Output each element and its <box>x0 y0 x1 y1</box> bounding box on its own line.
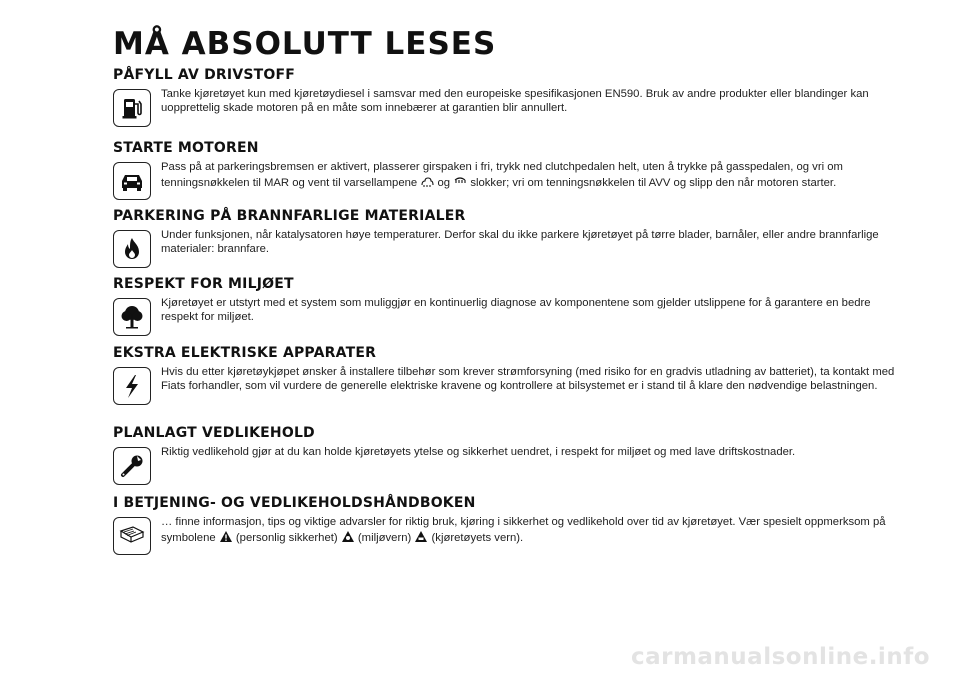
section-environment <box>113 276 903 336</box>
text-part: og <box>437 176 451 189</box>
warning-triangle-icon <box>219 530 233 543</box>
section-text: Kjøretøyet er utstyrt med et system som muliggjør en kontinuerlig diagnose av komponentene som gjelder utslippene for å garantere en bedre respekt for miljøet. <box>161 297 871 323</box>
section-handbook <box>113 495 903 555</box>
section-text <box>161 516 903 545</box>
section-maintenance <box>113 425 903 485</box>
car-icon <box>113 162 151 200</box>
text-part: (miljøvern) <box>357 531 412 544</box>
section-heading: I BETJENING- OG VEDLIKEHOLDSHÅNDBOKEN <box>113 495 476 511</box>
section-heading: RESPEKT FOR MILJØET <box>113 276 294 292</box>
engine-warning-icon <box>453 175 467 188</box>
wrench-icon <box>113 447 151 485</box>
section-heading: STARTE MOTOREN <box>113 140 259 156</box>
page-title: MÅ ABSOLUTT LESES <box>113 26 497 62</box>
vehicle-triangle-icon <box>414 530 428 543</box>
section-text: Tanke kjøretøyet kun med kjøretøydiesel i samsvar med den europeiske spesifikasjonen EN590. Bruk av andre produkter eller blandinger kan uopprettelig skade motoren på en måte som innebærer at garantien blir annullert. <box>161 88 869 114</box>
section-heading: PLANLAGT VEDLIKEHOLD <box>113 425 315 441</box>
text-part: (kjøretøyets vern). <box>431 531 524 544</box>
text-part: (personlig sikkerhet) <box>235 531 338 544</box>
section-start-engine <box>113 140 903 200</box>
section-electrical <box>113 345 903 405</box>
environment-triangle-icon <box>341 530 355 543</box>
section-fuel <box>113 67 903 127</box>
section-text <box>161 161 903 190</box>
book-icon <box>113 517 151 555</box>
section-heading: PARKERING PÅ BRANNFARLIGE MATERIALER <box>113 208 466 224</box>
lightning-icon <box>113 367 151 405</box>
section-parking <box>113 208 903 268</box>
section-text: Under funksjonen, når katalysatoren høye temperaturer. Derfor skal du ikke parkere kjøretøyet på tørre blader, barnåler, eller andre brannfarlige materialer: brannfare. <box>161 229 879 255</box>
flame-icon <box>113 230 151 268</box>
text-part: Pass på at parkeringsbremsen er aktivert, plasserer girspaken i fri, trykk ned clutchpedalen helt, uten å trykke på gasspedalen, og vri om tenningsnøkkelen til MAR og vent til varsellampene <box>161 161 843 189</box>
watermark: carmanualsonline.info <box>630 644 930 670</box>
section-heading: EKSTRA ELEKTRISKE APPARATER <box>113 345 377 361</box>
glow-plug-warning-icon <box>420 175 434 188</box>
fuel-pump-icon <box>113 89 151 127</box>
text-part: … finne informasjon, tips og viktige advarsler for riktig bruk, kjøring i sikkerhet og vedlikehold over tid av kjøretøyet. Vær spesielt oppmerksom på symbolene <box>161 516 886 544</box>
section-text: Hvis du etter kjøretøykjøpet ønsker å installere tilbehør som krever strømforsyning (med risiko for en gradvis utladning av batteriet), ta kontakt med Fiats forhandler, som vil vurdere de generelle elektriske kravene og kontrollere at bilsystemet er i stand til å klare den nødvendige belastningen. <box>161 366 895 392</box>
section-heading: PÅFYLL AV DRIVSTOFF <box>113 67 296 83</box>
tree-icon <box>113 298 151 336</box>
section-text: Riktig vedlikehold gjør at du kan holde kjøretøyets ytelse og sikkerhet uendret, i respekt for miljøet og med lave driftskostnader. <box>161 446 796 458</box>
text-part: slokker; vri om tenningsnøkkelen til AVV og slipp den når motoren starter. <box>470 176 837 189</box>
